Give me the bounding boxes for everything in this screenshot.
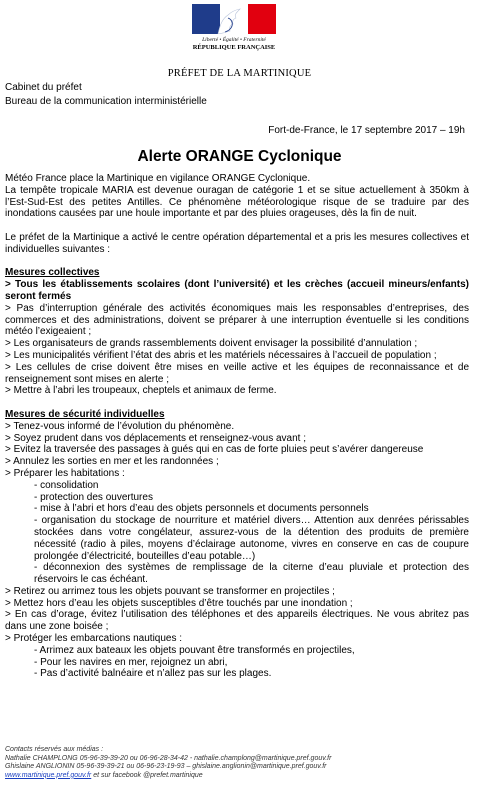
collective-item: > Les municipalités vérifient l’état des abris et les matériels nécessaires à l’accueil de population ;: [5, 349, 437, 361]
website-link[interactable]: www.martinique.pref.gouv.fr: [5, 771, 92, 779]
dateline: Fort-de-France, le 17 septembre 2017 – 19h: [268, 125, 465, 136]
collective-heading: Mesures collectives: [5, 267, 100, 279]
individual-item: > En cas d’orage, évitez l’utilisation des téléphones et des appareils électriques. Ne vous abritez pas dans une zone boisée ;: [5, 609, 469, 633]
contacts-label: Contacts réservés aux médias :: [5, 746, 104, 753]
individual-item: > Retirez ou arrimez tous les objets pouvant se transformer en projectiles ;: [5, 585, 335, 597]
housing-subitem: - organisation du stockage de nourriture et matériel divers… Attention aux denrées périssables stockées dans votre congélateur, assurez-vous de la détention des produits de première nécessité (radio à piles, moyens d’éclairage autonome, vivres en conserve en cas de coupure prolongée d’électricité, bouteilles d’eau potable…): [34, 515, 469, 562]
individual-item: > Evitez la traversée des passages à gués qui en cas de forte pluies peut s’avérer dangereuse: [5, 444, 424, 456]
collective-item: > Pas d’interruption générale des activités économiques mais les responsables d’entreprises, des commerces et des administrations, doivent se préparer à une interruption éventuelle si les conditions météo l’exigeaient ;: [5, 302, 469, 338]
contact-line: Ghislaine ANGLIONIN 05-96-39-39-21 ou 06-96-23-19-93 – ghislaine.anglionin@martinique.pref.gouv.fr: [5, 763, 327, 771]
collective-item: > Tous les établissements scolaires (dont l’université) et les crèches (accueil mineurs/enfants) seront fermés: [5, 279, 469, 302]
housing-subitem: - déconnexion des systèmes de remplissage de la citerne d’eau pluviale et protection des réservoirs le cas échéant.: [34, 562, 469, 586]
prefecture-name: PRÉFET DE LA MARTINIQUE: [167, 68, 312, 79]
social-text: et sur facebook @prefet.martinique: [91, 771, 203, 779]
individual-item: > Annulez les sorties en mer et les randonnées ;: [5, 456, 219, 468]
individual-item: > Soyez prudent dans vos déplacements et renseignez-vous avant ;: [5, 432, 307, 444]
individual-item: > Mettez hors d’eau les objets susceptibles d’être touchés par une inondation ;: [5, 597, 353, 609]
housing-subitem: - mise à l’abri et hors d’eau des objets personnels et documents personnels: [34, 503, 369, 515]
contact-web-line: [5, 772, 475, 781]
marianne-icon: [214, 7, 244, 34]
boats-subitem: - Arrimez aux bateaux les objets pouvant être transformés en projectiles,: [34, 644, 355, 656]
intro-vigilance: Météo France place la Martinique en vigilance ORANGE Cyclonique.: [5, 173, 311, 184]
republique-francaise-logo: [189, 4, 279, 58]
contact-line: Nathalie CHAMPLONG 05-96-39-39-20 ou 06-96-28-34-42 - nathalie.champlong@martinique.pref.gouv.fr: [5, 754, 332, 762]
collective-item: > Les organisateurs de grands rassemblements doivent envisager la possibilité d’annulation ;: [5, 338, 418, 350]
sender-bureau: Bureau de la communication interministérielle: [5, 95, 207, 107]
page-title: Alerte ORANGE Cyclonique: [137, 148, 342, 165]
housing-subitem: - consolidation: [34, 479, 99, 491]
collective-item: > Les cellules de crise doivent être mises en veille active et les équipes de reconnaissance et de renseignement sont mises en alerte ;: [5, 361, 469, 385]
intro-measures: Le préfet de la Martinique a activé le centre opération départemental et a pris les mesures collectives et individuelles suivantes :: [5, 231, 469, 255]
intro-storm: La tempête tropicale MARIA est devenue ouragan de catégorie 1 et se situe actuellement à 350km à l’Est-Sud-Est des petites Antilles. Ce phénomène météorologique risque de se traduire par des inondations causées par une houle importante et par des pluies orageuses, dès la fin de nuit.: [5, 184, 469, 220]
individual-item: > Protéger les embarcations nautiques :: [5, 633, 183, 645]
media-contacts: [5, 746, 475, 780]
individual-heading: Mesures de sécurité individuelles: [5, 408, 165, 420]
tricolor-flag: [192, 4, 276, 34]
sender-block: [5, 81, 207, 108]
sender-cabinet: Cabinet du préfet: [5, 82, 82, 93]
document-body: [5, 173, 469, 680]
individual-item: > Tenez-vous informé de l’évolution du phénomène.: [5, 420, 235, 432]
housing-subitem: - protection des ouvertures: [34, 491, 153, 503]
logo-motto: Liberté • Égalité • Fraternité: [202, 37, 266, 43]
boats-subitem: - Pour les navires en mer, rejoignez un abri,: [34, 656, 228, 668]
logo-republic-text: RÉPUBLIQUE FRANÇAISE: [192, 44, 276, 51]
boats-subitem: - Pas d’activité balnéaire et n’allez pas sur les plages.: [34, 668, 272, 680]
collective-item: > Mettre à l’abri les troupeaux, cheptels et animaux de ferme.: [5, 385, 277, 397]
individual-item: > Préparer les habitations :: [5, 467, 125, 479]
